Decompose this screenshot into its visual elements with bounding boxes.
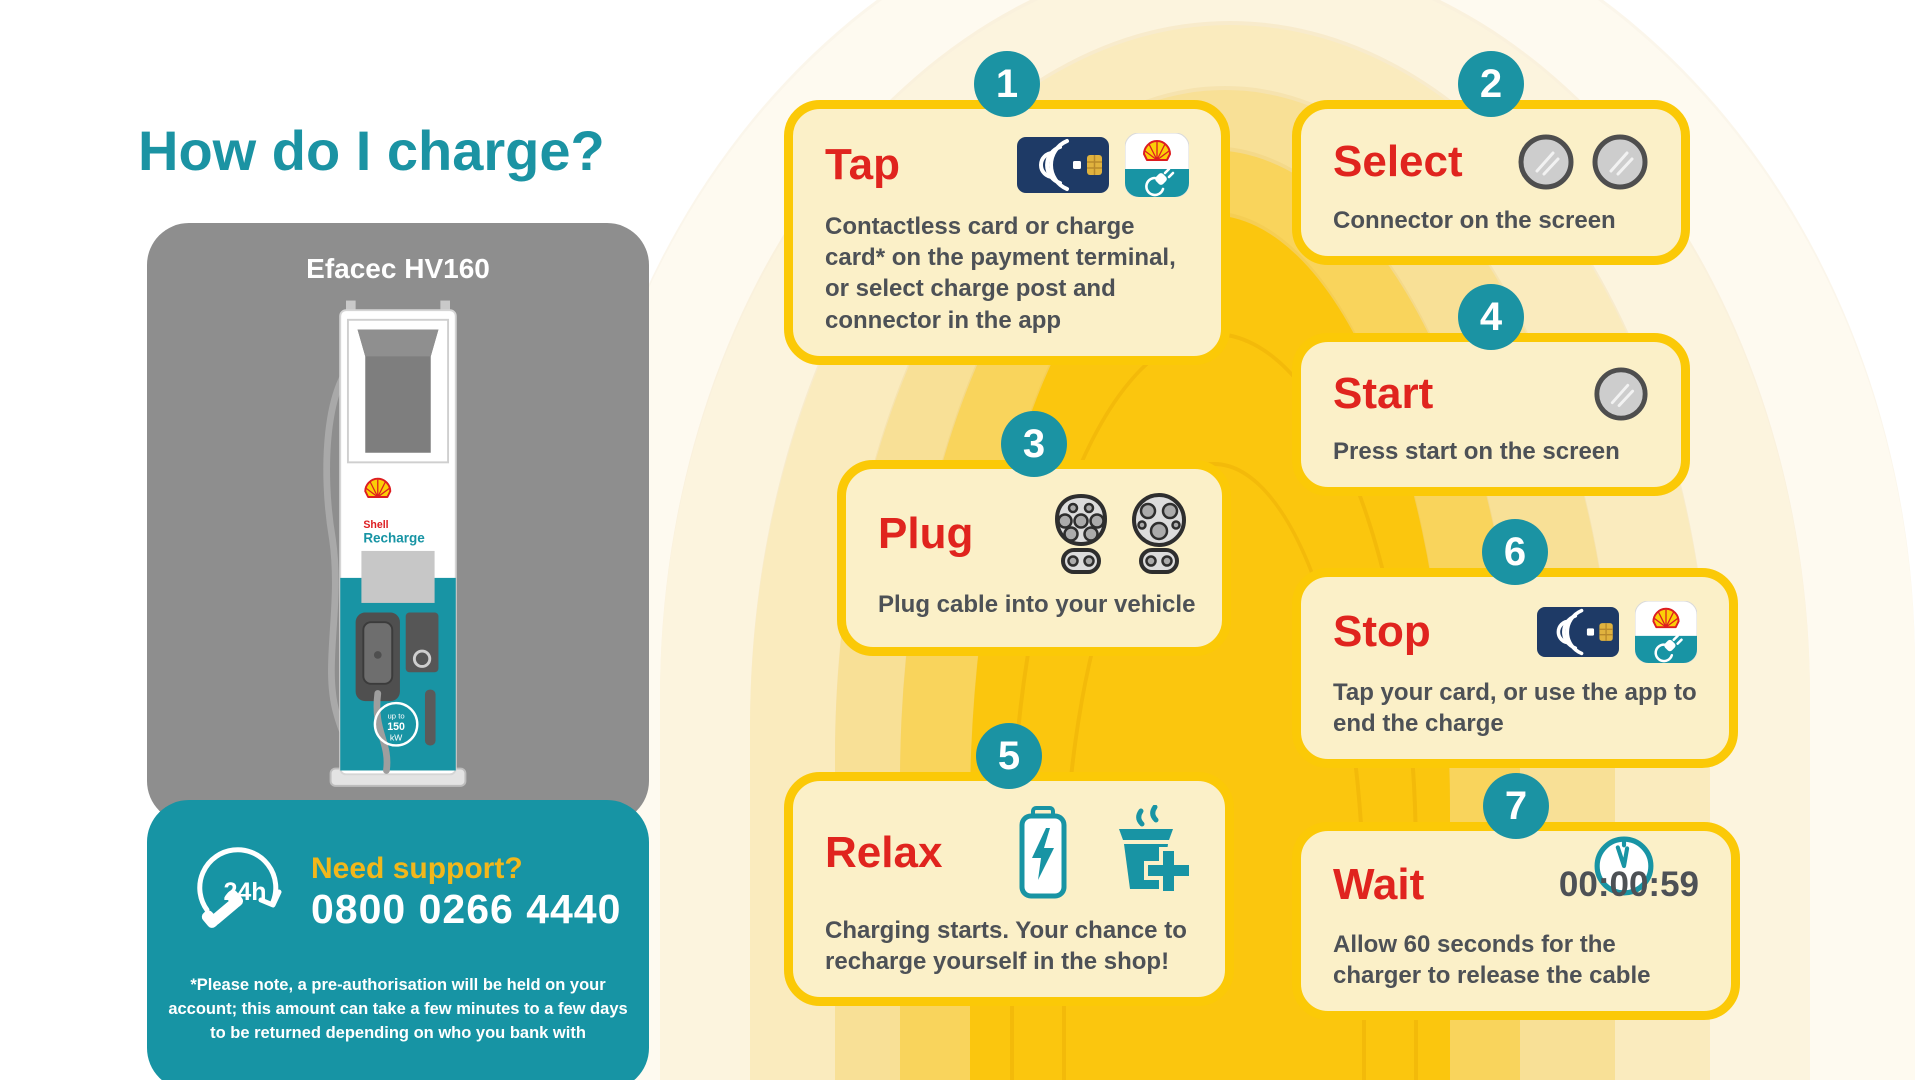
- step-number-badge: 3: [1001, 411, 1067, 477]
- step-description: Plug cable into your vehicle: [878, 591, 1196, 618]
- connector-button-icon: [1593, 366, 1649, 422]
- step-box-stop: [1292, 529, 1738, 768]
- shell-pecten-icon: [1653, 609, 1678, 627]
- step-title-stop: Stop: [1333, 607, 1431, 656]
- phone-24h-icon: [187, 840, 291, 944]
- release-timer: [1559, 855, 1699, 915]
- support-phone-number: 0800 0266 4440: [311, 885, 622, 932]
- power-badge-unit: kW: [389, 732, 403, 743]
- step-box-relax: [784, 733, 1234, 1006]
- step-box-wait: [1292, 783, 1740, 1020]
- step-box-tap: [784, 61, 1230, 365]
- contactless-card-icon: [1537, 607, 1619, 657]
- power-badge-upto: up to: [387, 711, 405, 721]
- step-box-plug: [837, 421, 1231, 656]
- step-title-relax: Relax: [825, 828, 943, 877]
- charger-card: [147, 223, 649, 823]
- step-description: Tap your card, or use the app to end the charge: [1333, 679, 1697, 738]
- shell-recharge-app-icon: [1635, 601, 1697, 663]
- support-panel: [147, 800, 649, 1080]
- step-number-badge: 1: [974, 51, 1040, 117]
- step-number-badge: 4: [1458, 284, 1524, 350]
- shell-pecten-icon: [365, 479, 390, 497]
- step-title-select: Select: [1333, 137, 1463, 186]
- step-title-plug: Plug: [878, 509, 974, 558]
- step-number-badge: 2: [1458, 51, 1524, 117]
- shell-pecten-icon: [1144, 141, 1170, 160]
- timer-value: 00:00:59: [1558, 865, 1699, 904]
- coffee-cup-plus-icon: [1085, 805, 1193, 901]
- step-box-select: [1292, 61, 1690, 265]
- step-title-tap: Tap: [825, 140, 900, 189]
- step-description: Press start on the screen: [1333, 438, 1620, 465]
- charger-model-label: Efacec HV160: [306, 253, 490, 284]
- hours-label: 24h: [223, 878, 267, 906]
- preauth-footnote: *Please note, a pre-authorisation will be held on your account; this amount can take a few minutes to a few days to be returned depending on who you bank with: [168, 976, 628, 1042]
- step-title-start: Start: [1333, 369, 1434, 418]
- step-description: Connector on the screen: [1333, 207, 1616, 234]
- support-heading: Need support?: [311, 851, 523, 885]
- ev-connector-ccs-icon: [1050, 493, 1112, 575]
- shell-recharge-app-icon: [1125, 133, 1189, 197]
- brand-recharge-label: Recharge: [363, 530, 425, 546]
- step-description: Contactless card or charge card* on the payment terminal, or select charge post and connector in the app: [825, 213, 1176, 334]
- step-description: Charging starts. Your chance to recharge yourself in the shop!: [825, 917, 1187, 976]
- page-title: How do I charge?: [138, 119, 605, 182]
- connector-button-icon: [1517, 133, 1575, 191]
- connector-button-icon: [1591, 133, 1649, 191]
- step-title-wait: Wait: [1333, 860, 1425, 909]
- brand-shell-label: Shell: [363, 518, 389, 531]
- ev-charger-icon: [298, 289, 498, 809]
- contactless-card-icon: [1017, 137, 1109, 193]
- battery-charging-icon: [1017, 806, 1069, 900]
- step-number-badge: 7: [1483, 773, 1549, 839]
- step-box-start: [1292, 294, 1690, 496]
- step-number-badge: 6: [1482, 519, 1548, 585]
- charger-illustration: [147, 289, 649, 814]
- ev-connector-chademo-icon: [1128, 493, 1190, 575]
- step-description: Allow 60 seconds for the charger to release the cable: [1333, 931, 1651, 990]
- power-badge-value: 150: [387, 721, 405, 734]
- step-number-badge: 5: [976, 723, 1042, 789]
